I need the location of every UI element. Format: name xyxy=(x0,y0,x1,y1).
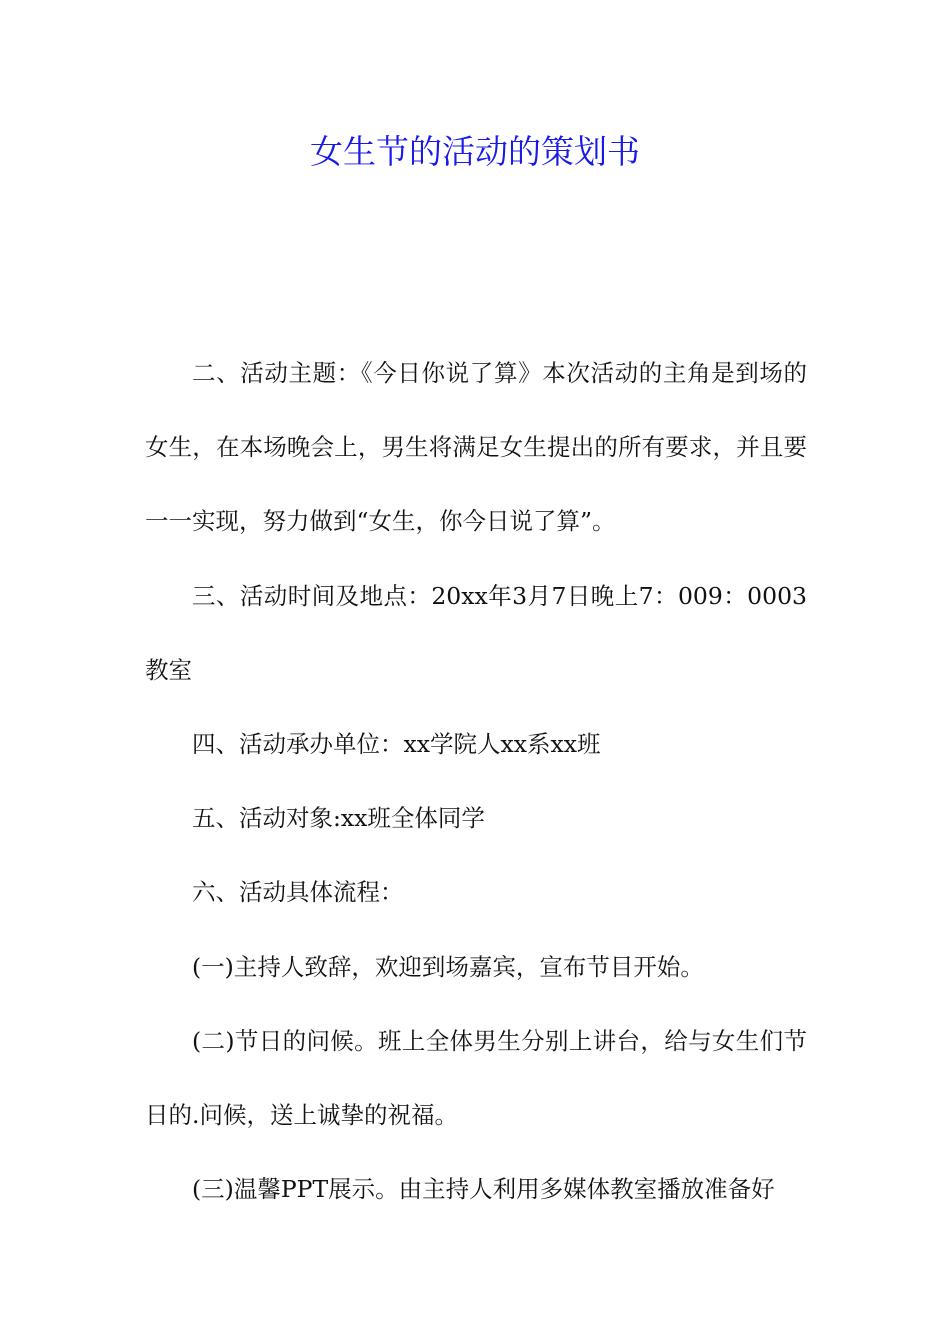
paragraph-process-heading: 六、活动具体流程： xyxy=(192,878,404,907)
paragraph-theme: 二、活动主题：《今日你说了算》本次活动的主角是到场的女生，在本场晚会上，男生将满足女生提出的所有要求，并且要一一实现，努力做到“女生，你今日说了算”。 xyxy=(145,359,807,536)
paragraph-step-3: (三)温馨PPT展示。由主持人利用多媒体教室播放准备好 xyxy=(192,1175,775,1204)
document-title: 女生节的活动的策划书 xyxy=(310,132,640,171)
paragraph-time-location: 三、活动时间及地点：20xx年3月7日晚上7：009：0003教室 xyxy=(145,581,807,684)
paragraph-audience: 五、活动对象:xx班全体同学 xyxy=(192,804,485,833)
paragraph-step-1: (一)主持人致辞，欢迎到场嘉宾，宣布节目开始。 xyxy=(192,952,704,981)
document-body xyxy=(145,336,807,1226)
paragraph-organizer: 四、活动承办单位：xx学院人xx系xx班 xyxy=(192,730,601,759)
paragraph-step-2: (二)节日的问候。班上全体男生分别上讲台，给与女生们节日的.问候，送上诚挚的祝福。 xyxy=(145,1026,807,1130)
